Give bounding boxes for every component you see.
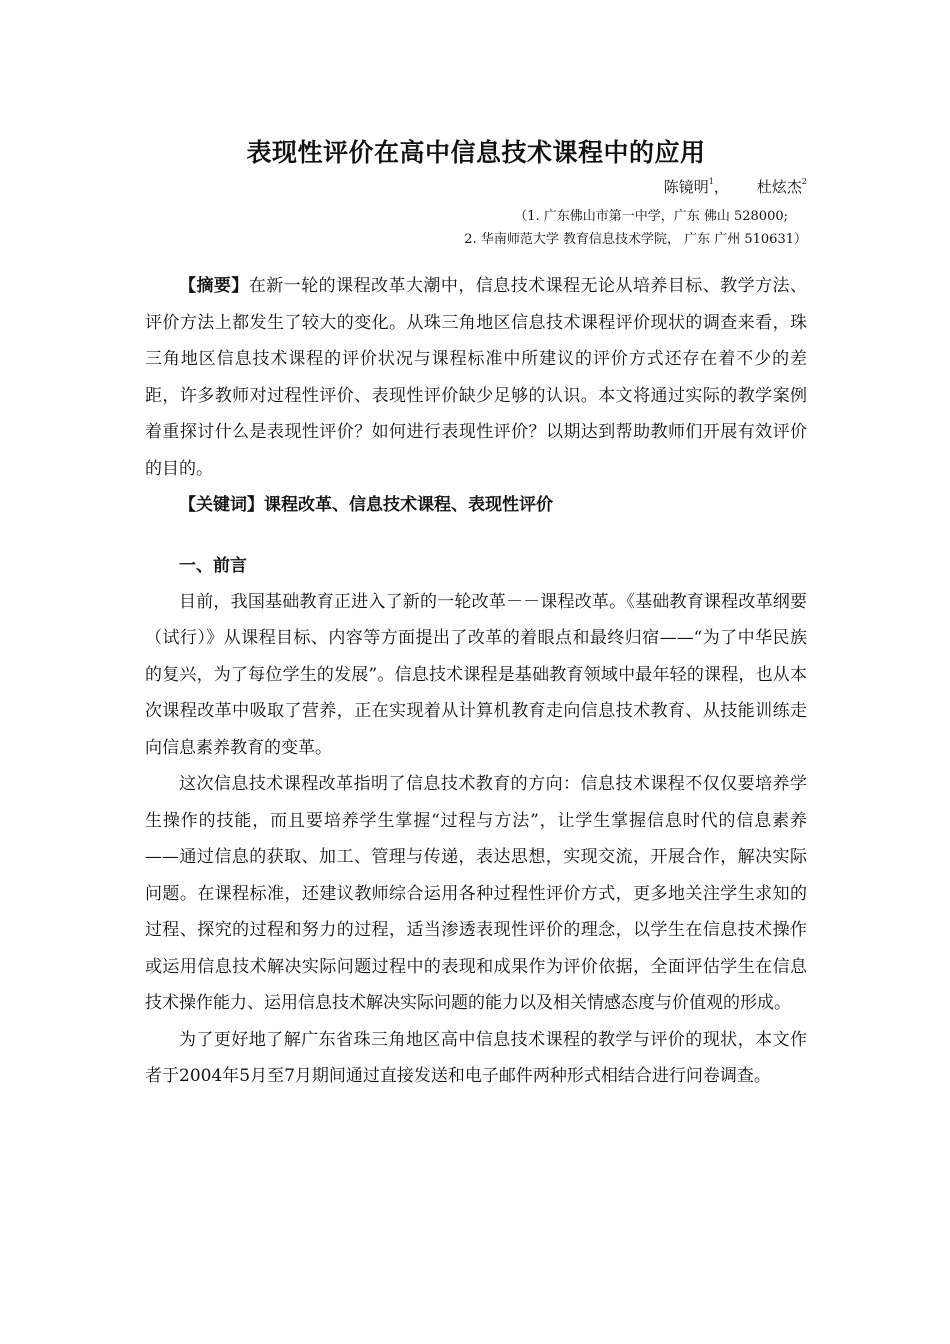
paper-title: 表现性评价在高中信息技术课程中的应用 [246, 138, 706, 167]
author-line [664, 176, 807, 197]
author-name: 陈镜明 [663, 178, 709, 196]
author-separator: ， [713, 178, 729, 196]
abstract-label: 【摘要】 [179, 276, 249, 296]
author-affiliation-mark: 1 [708, 177, 714, 186]
body-paragraph: 这次信息技术课程改革指明了信息技术教育的方向：信息技术课程不仅仅要培养学生操作的技能，而且要培养学生掌握“过程与方法”，让学生掌握信息时代的信息素养——通过信息的获取、加工、管理与传递，表达思想，实现交流，开展合作，解决实际问题。在课程标准，还建议教师综合运用各种过程性评价方式，更多地关注学生求知的过程、探究的过程和努力的过程，适当渗透表现性评价的理念，以学生在信息技术操作或运用信息技术解决实际问题过程中的表现和成果作为评价依据，全面评估学生在信息技术操作能力、运用信息技术解决实际问题的能力以及相关情感态度与价值观的形成。 [145, 774, 807, 1013]
body-paragraph: 目前，我国基础教育正进入了新的一轮改革－－课程改革。《基础教育课程改革纲要（试行）》从课程目标、内容等方面提出了改革的着眼点和最终归宿——“为了中华民族的复兴，为了每位学生的发展”。信息技术课程是基础教育领域中最年轻的课程，也从本次课程改革中吸取了营养，正在实现着从计算机教育走向信息技术教育、从技能训练走向信息素养教育的变革。 [145, 591, 807, 758]
body-paragraph: 为了更好地了解广东省珠三角地区高中信息技术课程的教学与评价的现状，本文作者于2004年5月至7月期间通过直接发送和电子邮件两种形式相结合进行问卷调查。 [145, 1029, 807, 1086]
keywords-text: 课程改革、信息技术课程、表现性评价 [264, 495, 553, 515]
author-name: 杜炫杰 [756, 178, 802, 196]
affiliation-line-2: 2. 华南师范大学 教育信息技术学院， 广东 广州 510631） [464, 232, 807, 247]
abstract-paragraph [145, 268, 807, 487]
author-affiliation-mark: 2 [801, 177, 807, 186]
section-heading: 一、前言 [179, 555, 247, 576]
keywords-paragraph [145, 487, 807, 524]
keywords-label: 【关键词】 [179, 495, 264, 515]
affiliation-line-1: （1. 广东佛山市第一中学，广东 佛山 528000; [514, 209, 788, 224]
paper-body [145, 268, 807, 1095]
abstract-text: 在新一轮的课程改革大潮中，信息技术课程无论从培养目标、教学方法、评价方法上都发生了较大的变化。从珠三角地区信息技术课程评价现状的调查来看，珠三角地区信息技术课程的评价状况与课程标准中所建议的评价方式还存在着不少的差距，许多教师对过程性评价、表现性评价缺少足够的认识。本文将通过实际的教学案例着重探讨什么是表现性评价？如何进行表现性评价？以期达到帮助教师们开展有效评价的目的。 [145, 276, 808, 479]
